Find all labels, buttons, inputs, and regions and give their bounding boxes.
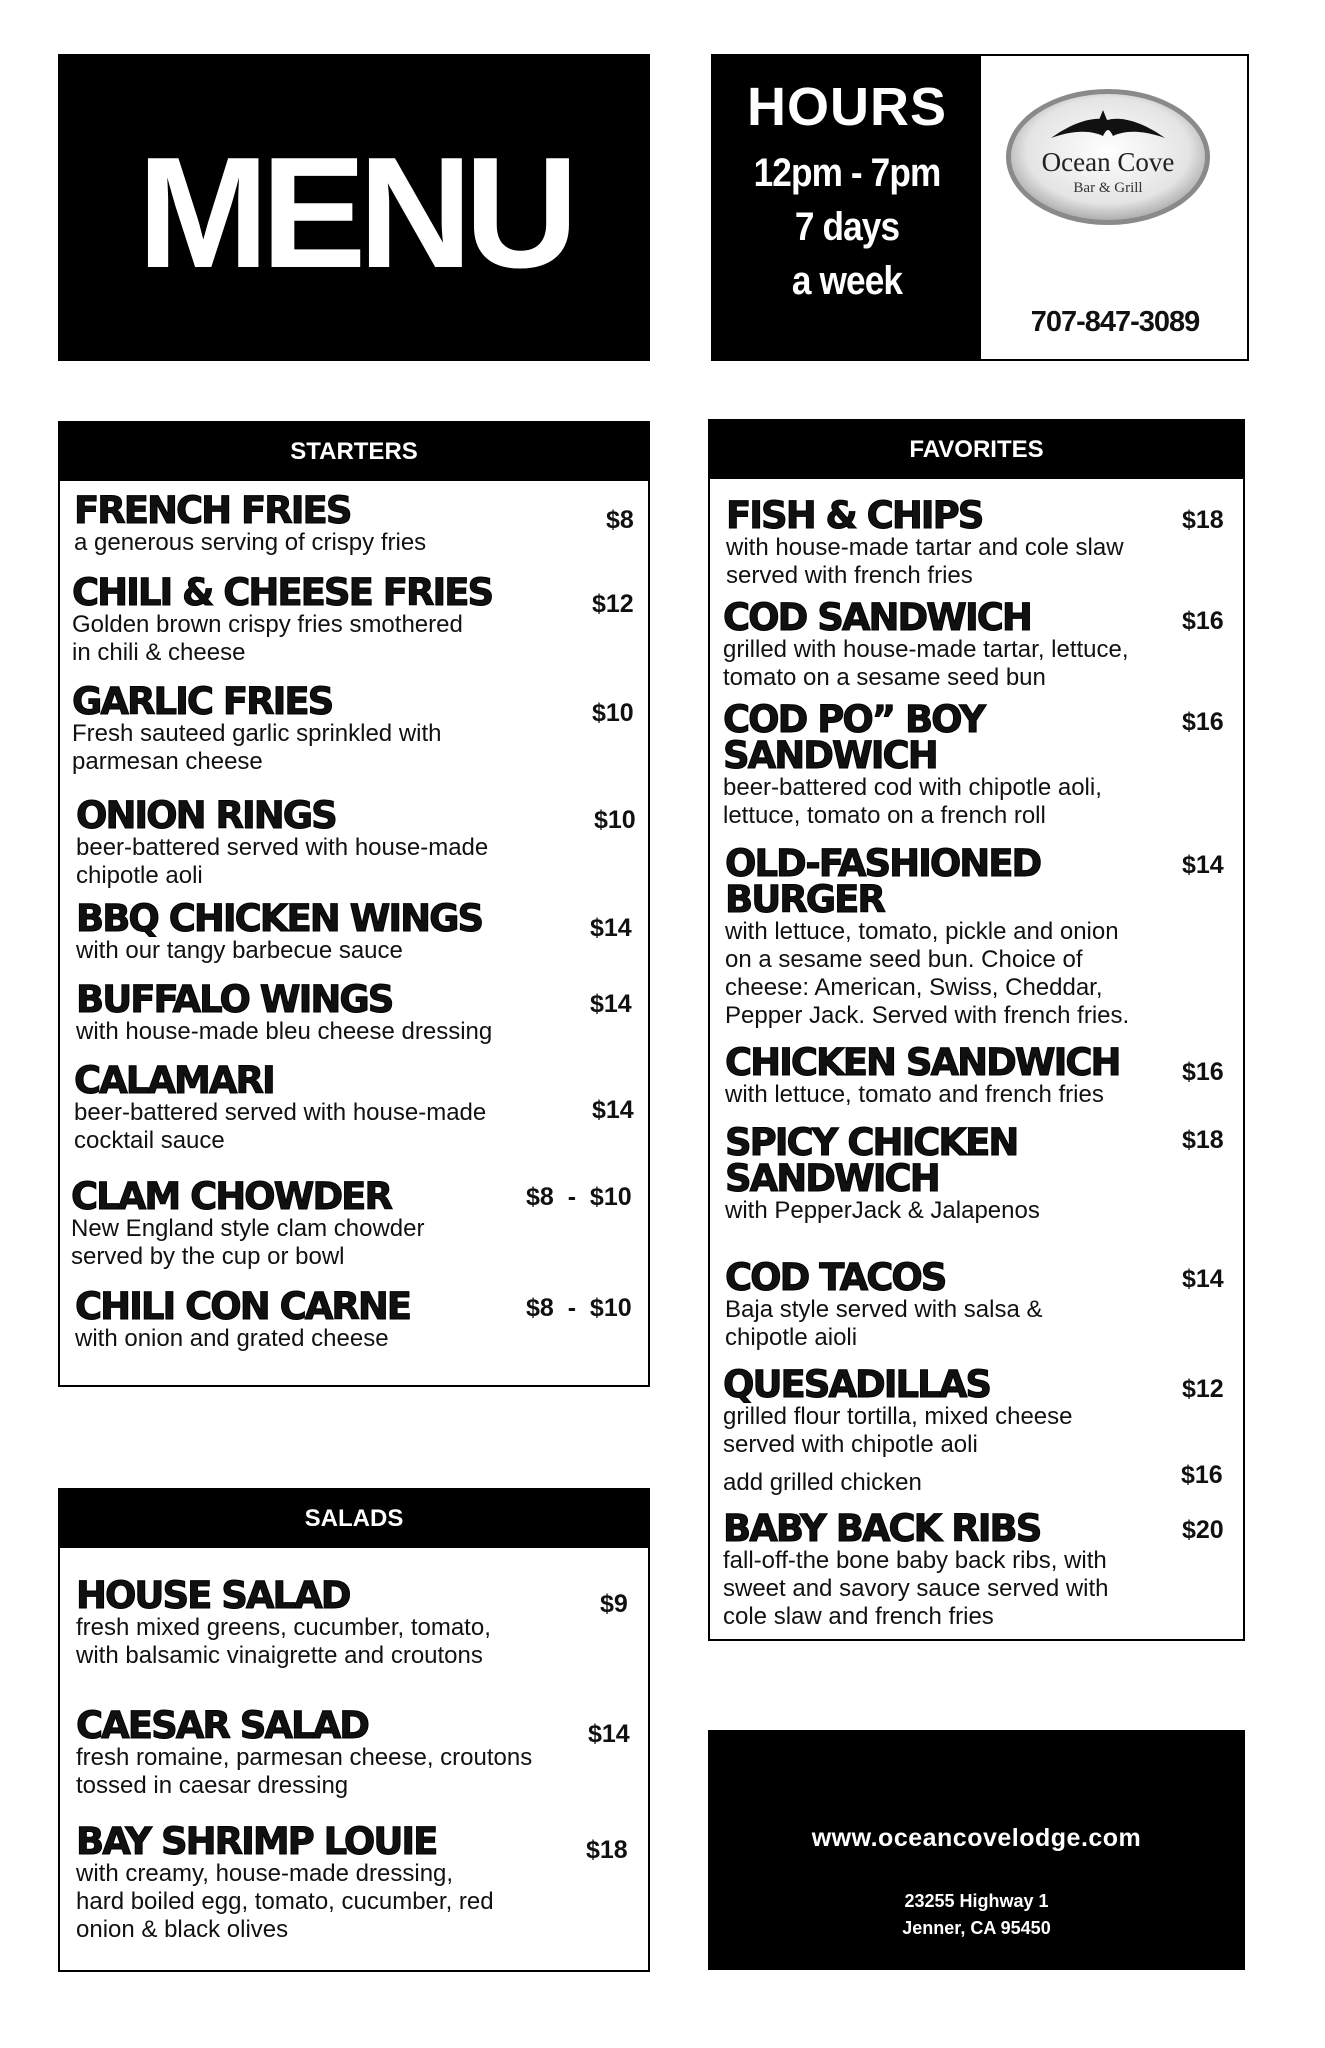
item-description: cheese: American, Swiss, Cheddar, [725,974,1103,1001]
item-name: BUFFALO WINGS [76,978,393,1021]
item-description: fall-off-the bone baby back ribs, with [723,1547,1107,1574]
item-name: COD TACOS [725,1256,946,1299]
item-description: served with chipotle aoli [723,1431,978,1458]
item-name: CHICKEN SANDWICH [725,1041,1120,1084]
item-description: Golden brown crispy fries smothered [72,611,463,638]
item-price: $18 [586,1836,628,1864]
item-addon: add grilled chicken [723,1469,922,1496]
item-price: $14 [590,990,632,1018]
menu-item [76,1820,494,1944]
item-price: $14 [1182,1265,1224,1293]
menu-item [723,596,1129,692]
menu-item [725,1121,1040,1225]
item-name: CALAMARI [74,1059,274,1102]
menu-item [74,1059,487,1155]
menu-item [725,842,1130,1030]
item-price: $10 [592,699,634,727]
hours-panel [713,56,981,359]
menu-item [726,494,1124,590]
item-name: BBQ CHICKEN WINGS [76,897,483,940]
logo-name: Ocean Cove [1041,147,1175,177]
website-link[interactable]: www.oceancovelodge.com [811,1824,1142,1852]
item-description: tossed in caesar dressing [76,1772,349,1799]
item-description: lettuce, tomato on a french roll [723,802,1046,829]
item-price: $8 - $10 [526,1183,632,1211]
item-description: tomato on a sesame seed bun [723,664,1046,691]
item-description: with onion and grated cheese [75,1325,389,1352]
item-description: with balsamic vinaigrette and croutons [76,1642,483,1669]
menu-item [725,1041,1120,1109]
salads-section [58,1488,650,1972]
logo-panel [981,56,1249,359]
item-description: beer-battered served with house-made [76,834,489,861]
item-price: $10 [594,806,636,834]
item-name: FISH & CHIPS [726,494,983,537]
address-street: 23255 Highway 1 [904,1891,1049,1911]
item-name: HOUSE SALAD [76,1574,350,1617]
item-price: $8 - $10 [526,1294,632,1322]
menu-item [723,698,1102,830]
logo-subtitle: Bar & Grill [1073,180,1143,196]
item-description: New England style clam chowder [71,1215,425,1242]
hours-box [711,54,1249,361]
salads-heading: SALADS [60,1490,648,1548]
menu-item [74,489,427,557]
item-name: SPICY CHICKEN [725,1121,1018,1164]
item-name: BABY BACK RIBS [723,1507,1041,1550]
item-name: CHILI & CHEESE FRIES [72,571,493,614]
item-description: grilled with house-made tartar, lettuce, [723,636,1129,663]
item-price: $14 [588,1720,630,1748]
item-description: chipotle aioli [725,1324,858,1351]
item-name-line2: SANDWICH [725,1157,939,1200]
phone-number: 707-847-3089 [1030,306,1200,338]
item-price: $8 [606,506,634,534]
item-description: beer-battered served with house-made [74,1099,487,1126]
item-price: $18 [1182,1126,1224,1154]
item-price: $14 [592,1096,634,1124]
ocean-cove-logo [1003,86,1213,228]
item-description: parmesan cheese [72,748,263,775]
item-description: with house-made tartar and cole slaw [726,534,1124,561]
item-description: chipotle aoli [76,862,203,889]
menu-item [76,794,489,890]
starters-section [58,421,650,1387]
item-price: $14 [590,914,632,942]
addon-price: $16 [1181,1461,1223,1489]
item-description: on a sesame seed bun. Choice of [725,946,1083,973]
menu-item [76,1704,533,1800]
item-description: with lettuce, tomato, pickle and onion [725,918,1119,945]
item-description: sweet and savory sauce served with [723,1575,1109,1602]
menu-item [76,1574,491,1670]
item-description: served with french fries [726,562,973,589]
item-name: QUESADILLAS [723,1363,990,1406]
item-description: cole slaw and french fries [723,1603,994,1630]
item-name: CLAM CHOWDER [71,1175,391,1218]
item-name: CAESAR SALAD [76,1704,368,1747]
hours-days: 7 days [794,205,900,249]
item-price: $16 [1182,708,1224,736]
item-description: with creamy, house-made dressing, [76,1860,454,1887]
menu-item [76,897,483,965]
starters-heading: STARTERS [60,423,648,481]
menu-item [71,1175,425,1271]
address-city: Jenner, CA 95450 [902,1918,1051,1938]
item-name-line2: BURGER [725,878,884,921]
item-description: beer-battered cod with chipotle aoli, [723,774,1102,801]
menu-item [723,1507,1109,1631]
menu-item [75,1285,411,1353]
item-name: COD PO” BOY [723,698,985,741]
item-name: OLD-FASHIONED [725,842,1041,885]
item-description: in chili & cheese [72,639,246,666]
item-name: BAY SHRIMP LOUIE [76,1820,437,1863]
menu-title: MENU [137,124,571,301]
item-description: with our tangy barbecue sauce [76,937,403,964]
menu-item [725,1256,1043,1352]
item-price: $16 [1182,1058,1224,1086]
item-name: GARLIC FRIES [72,680,333,723]
item-description: served by the cup or bowl [71,1243,345,1270]
item-price: $20 [1182,1516,1224,1544]
menu-item [72,571,493,667]
menu-item [76,978,493,1046]
item-description: a generous serving of crispy fries [74,529,427,556]
item-name: CHILI CON CARNE [75,1285,411,1328]
item-description: cocktail sauce [74,1127,225,1154]
item-price: $12 [592,590,634,618]
item-description: Pepper Jack. Served with french fries. [725,1002,1130,1029]
contact-box [708,1730,1245,1970]
item-description: with PepperJack & Jalapenos [725,1197,1040,1224]
menu-banner [58,54,650,361]
item-description: onion & black olives [76,1916,289,1943]
item-description: Baja style served with salsa & [725,1296,1043,1323]
item-price: $18 [1182,506,1224,534]
item-description: Fresh sauteed garlic sprinkled with [72,720,442,747]
favorites-section [708,419,1245,1641]
item-name: ONION RINGS [76,794,336,837]
item-description: with lettuce, tomato and french fries [725,1081,1104,1108]
item-name: COD SANDWICH [723,596,1031,639]
hours-title: HOURS [746,77,947,137]
hours-week: a week [791,259,903,303]
hours-time: 12pm - 7pm [753,151,941,195]
item-price: $9 [600,1590,628,1618]
item-name: FRENCH FRIES [74,489,351,532]
item-description: fresh romaine, parmesan cheese, croutons [76,1744,533,1771]
item-description: hard boiled egg, tomato, cucumber, red [76,1888,494,1915]
menu-item [723,1363,1073,1497]
item-description: grilled flour tortilla, mixed cheese [723,1403,1073,1430]
item-price: $14 [1182,851,1224,879]
item-description: with house-made bleu cheese dressing [76,1018,493,1045]
item-price: $16 [1182,607,1224,635]
item-name-line2: SANDWICH [723,734,937,777]
item-description: fresh mixed greens, cucumber, tomato, [76,1614,491,1641]
menu-item [72,680,442,776]
item-price: $12 [1182,1375,1224,1403]
favorites-heading: FAVORITES [710,421,1243,479]
